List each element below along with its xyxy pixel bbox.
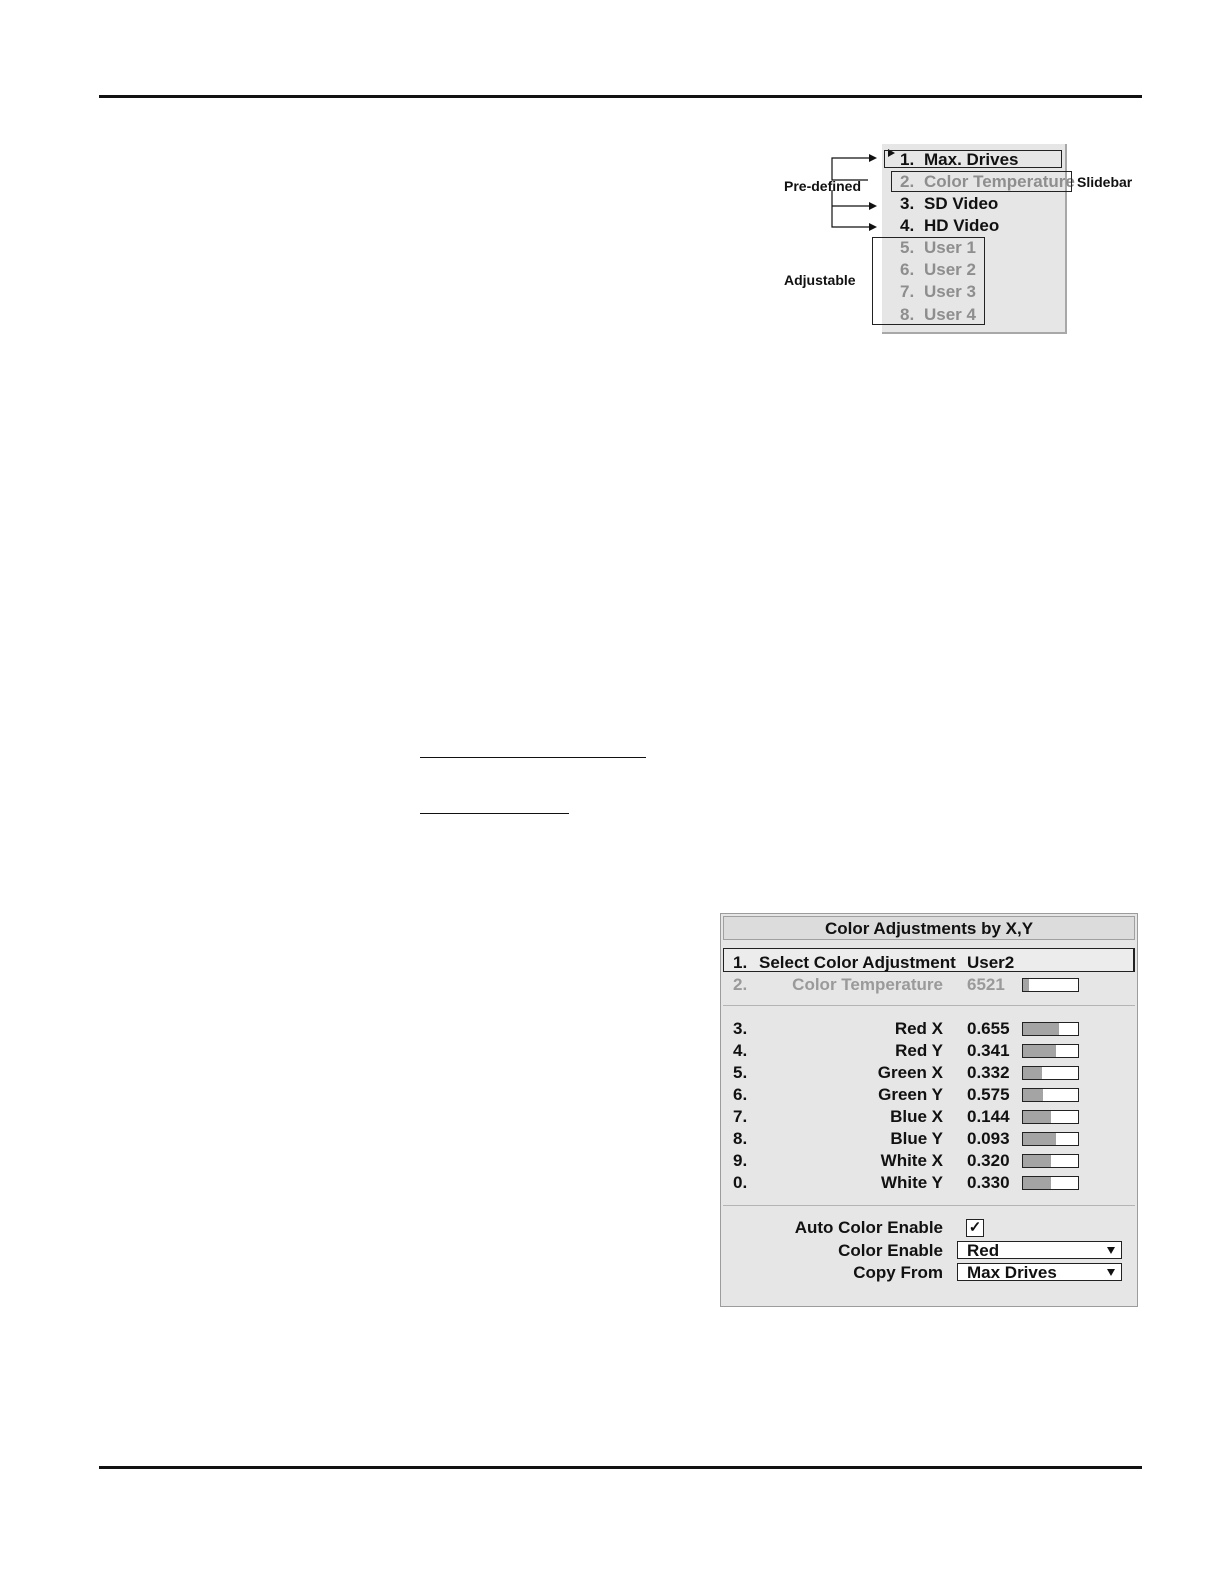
menu-item-user-2[interactable]: 6. User 2: [900, 260, 976, 279]
link-underline: [420, 757, 646, 758]
auto-color-enable-row: [721, 1217, 1137, 1239]
red-y-row[interactable]: 4. Red Y 0.341: [721, 1040, 1137, 1062]
select-color-adjustment-label: Select Color Adjustment: [759, 953, 956, 972]
red-x-row[interactable]: 3. Red X 0.655: [721, 1018, 1137, 1040]
copy-from-dropdown[interactable]: Max Drives: [957, 1263, 1122, 1281]
menu-item-color-temperature[interactable]: 2. Color Temperature: [900, 172, 1075, 191]
section-divider: [723, 1005, 1135, 1006]
select-color-adjustment-row[interactable]: 1. Select Color Adjustment User2: [733, 953, 1015, 972]
menu-item-sd-video[interactable]: 3. SD Video: [900, 194, 999, 213]
dropdown-arrow-icon: [1107, 1247, 1115, 1254]
adjustable-callout: Adjustable: [784, 272, 856, 288]
color-temperature-row[interactable]: 2. Color Temperature 6521: [721, 974, 1137, 996]
color-enable-dropdown[interactable]: Red: [957, 1241, 1122, 1259]
blue-x-row[interactable]: 7. Blue X 0.144: [721, 1106, 1137, 1128]
red-x-slider[interactable]: [1022, 1022, 1079, 1036]
auto-color-enable-label: Auto Color Enable: [794, 1218, 943, 1237]
color-temperature-value: 6521: [967, 975, 1005, 994]
green-x-slider[interactable]: [1022, 1066, 1079, 1080]
green-x-row[interactable]: 5. Green X 0.332: [721, 1062, 1137, 1084]
blue-y-slider[interactable]: [1022, 1132, 1079, 1146]
color-temperature-slider[interactable]: [1022, 978, 1079, 992]
blue-y-row[interactable]: 8. Blue Y 0.093: [721, 1128, 1137, 1150]
white-y-slider[interactable]: [1022, 1176, 1079, 1190]
white-y-row[interactable]: 0. White Y 0.330: [721, 1172, 1137, 1194]
menu-item-user-3[interactable]: 7. User 3: [900, 282, 976, 301]
menu-item-user-4[interactable]: 8. User 4: [900, 305, 976, 324]
color-enable-label: Color Enable: [838, 1241, 943, 1260]
copy-from-row: [721, 1262, 1137, 1284]
color-adjustments-panel: [720, 913, 1138, 1307]
color-enable-row: [721, 1240, 1137, 1262]
color-temperature-label: Color Temperature: [792, 975, 943, 994]
color-adjustment-menu-figure: [760, 140, 1160, 340]
header-rule: [99, 95, 1142, 98]
white-x-row[interactable]: 9. White X 0.320: [721, 1150, 1137, 1172]
footer-rule: [99, 1466, 1142, 1469]
selected-item-highlight: [884, 150, 1062, 168]
dropdown-arrow-icon: [1107, 1269, 1115, 1276]
copy-from-label: Copy From: [853, 1263, 943, 1282]
green-y-slider[interactable]: [1022, 1088, 1079, 1102]
menu-item-max-drives[interactable]: 1. Max. Drives: [900, 150, 1019, 169]
slidebar-group-box: [891, 171, 1072, 192]
section-divider: [723, 1205, 1135, 1206]
link-underline: [420, 813, 569, 814]
adjustable-group-box: [872, 237, 985, 325]
red-y-slider[interactable]: [1022, 1044, 1079, 1058]
panel-title: Color Adjustments by X,Y: [723, 916, 1135, 940]
menu-item-user-1[interactable]: 5. User 1: [900, 238, 976, 257]
white-x-slider[interactable]: [1022, 1154, 1079, 1168]
slidebar-callout: Slidebar: [1077, 174, 1133, 190]
blue-x-slider[interactable]: [1022, 1110, 1079, 1124]
auto-color-enable-checkbox[interactable]: ✓: [966, 1219, 984, 1237]
select-color-adjustment-value: User2: [967, 953, 1015, 972]
menu-item-hd-video[interactable]: 4. HD Video: [900, 216, 1000, 235]
green-y-row[interactable]: 6. Green Y 0.575: [721, 1084, 1137, 1106]
predefined-callout: Pre-defined: [784, 178, 862, 194]
